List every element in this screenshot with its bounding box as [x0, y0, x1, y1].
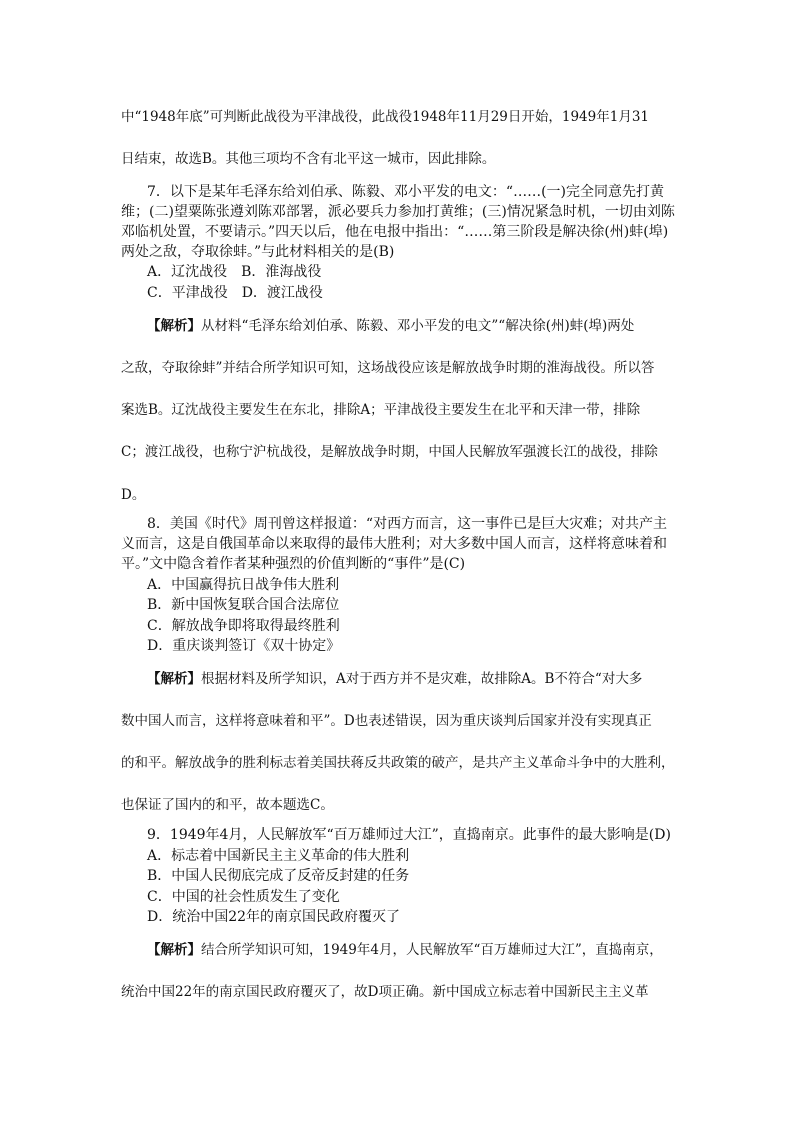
answer-options-line: C．平津战役 D．渡江战役 [147, 285, 323, 301]
question-stem-line: 9．1949年4月，人民解放军“百万雄师过大江”，直捣南京。此事件的最大影响是(D) [147, 827, 671, 843]
answer-option: C．中国的社会性质发生了变化 [147, 889, 340, 905]
explanation-line: D。 [121, 487, 146, 503]
explanation-line: 数中国人而言，这样将意味着和平”。D也表述错误，因为重庆谈判后国家并没有实现真正 [121, 713, 652, 729]
question-stem-line: 8．美国《时代》周刊曾这样报道：“对西方而言，这一事件已是巨大灾难；对共产主 [147, 516, 668, 532]
explanation-tag: 【解析】 [147, 318, 201, 334]
explanation-line: 统治中国22年的南京国民政府覆灭了，故D项正确。新中国成立标志着中国新民主主义革 [121, 984, 649, 1000]
explanation-text: 根据材料及所学知识，A对于西方并不是灾难，故排除A。B不符合“对大多 [201, 671, 643, 687]
explanation-line: 也保证了国内的和平，故本题选C。 [121, 797, 334, 813]
answer-option: B．中国人民彻底完成了反帝反封建的任务 [147, 868, 410, 884]
text-line: 日结束，故选B。其他三项均不含有北平这一城市，因此排除。 [121, 151, 496, 167]
explanation-line: 之敌，夺取徐蚌”并结合所学知识可知，这场战役应该是解放战争时期的淮海战役。所以答 [121, 360, 655, 376]
explanation-line [147, 669, 642, 689]
explanation-line: 案选B。辽沈战役主要发生在东北，排除A；平津战役主要发生在北平和天津一带，排除 [121, 402, 641, 418]
answer-option: D．统治中国22年的南京国民政府覆灭了 [147, 909, 401, 925]
answer-option: C．解放战争即将取得最终胜利 [147, 618, 340, 634]
answer-option: A．标志着中国新民主主义革命的伟大胜利 [147, 848, 410, 864]
explanation-line [147, 940, 663, 960]
answer-option: B．新中国恢复联合国合法席位 [147, 597, 340, 613]
explanation-line: 的和平。解放战争的胜利标志着美国扶蒋反共政策的破产，是共产主义革命斗争中的大胜利， [121, 755, 675, 771]
question-stem-line: 邓临机处置，不要请示。”四天以后，他在电报中指出：“……第三阶段是解决徐(州)蚌(埠) [121, 224, 669, 240]
explanation-line: C；渡江战役，也称宁沪杭战役，是解放战争时期，中国人民解放军强渡长江的战役，排除 [121, 444, 658, 460]
question-stem-line: 7．以下是某年毛泽东给刘伯承、陈毅、邓小平发的电文：“……(一)完全同意先打黄 [147, 184, 664, 200]
explanation-text: 结合所学知识可知，1949年4月，人民解放军“百万雄师过大江”，直捣南京， [201, 942, 663, 958]
answer-options-line: A．辽沈战役 B．淮海战役 [147, 264, 322, 280]
text-line: 中“1948年底”可判断此战役为平津战役，此战役1948年11月29日开始，1949年1月31 [121, 109, 649, 125]
question-stem-line: 两处之敌，夺取徐蚌。”与此材料相关的是(B) [121, 244, 395, 260]
answer-option: A．中国赢得抗日战争伟大胜利 [147, 577, 340, 593]
explanation-tag: 【解析】 [147, 942, 201, 958]
question-stem-line: 平。”文中隐含着作者某种强烈的价值判断的“事件”是(C) [121, 556, 466, 572]
question-stem-line: 义而言，这是自俄国革命以来取得的最伟大胜利；对大多数中国人而言，这样将意味着和 [121, 536, 667, 552]
explanation-line [147, 316, 634, 336]
answer-option: D．重庆谈判签订《双十协定》 [147, 638, 341, 654]
explanation-text: 从材料“毛泽东给刘伯承、陈毅、邓小平发的电文”“解决徐(州)蚌(埠)两处 [201, 318, 635, 334]
question-stem-line: 维；(二)望粟陈张遵刘陈邓部署，派必要兵力参加打黄维；(三)情况紧急时机，一切由刘陈 [121, 204, 675, 220]
explanation-tag: 【解析】 [147, 671, 201, 687]
